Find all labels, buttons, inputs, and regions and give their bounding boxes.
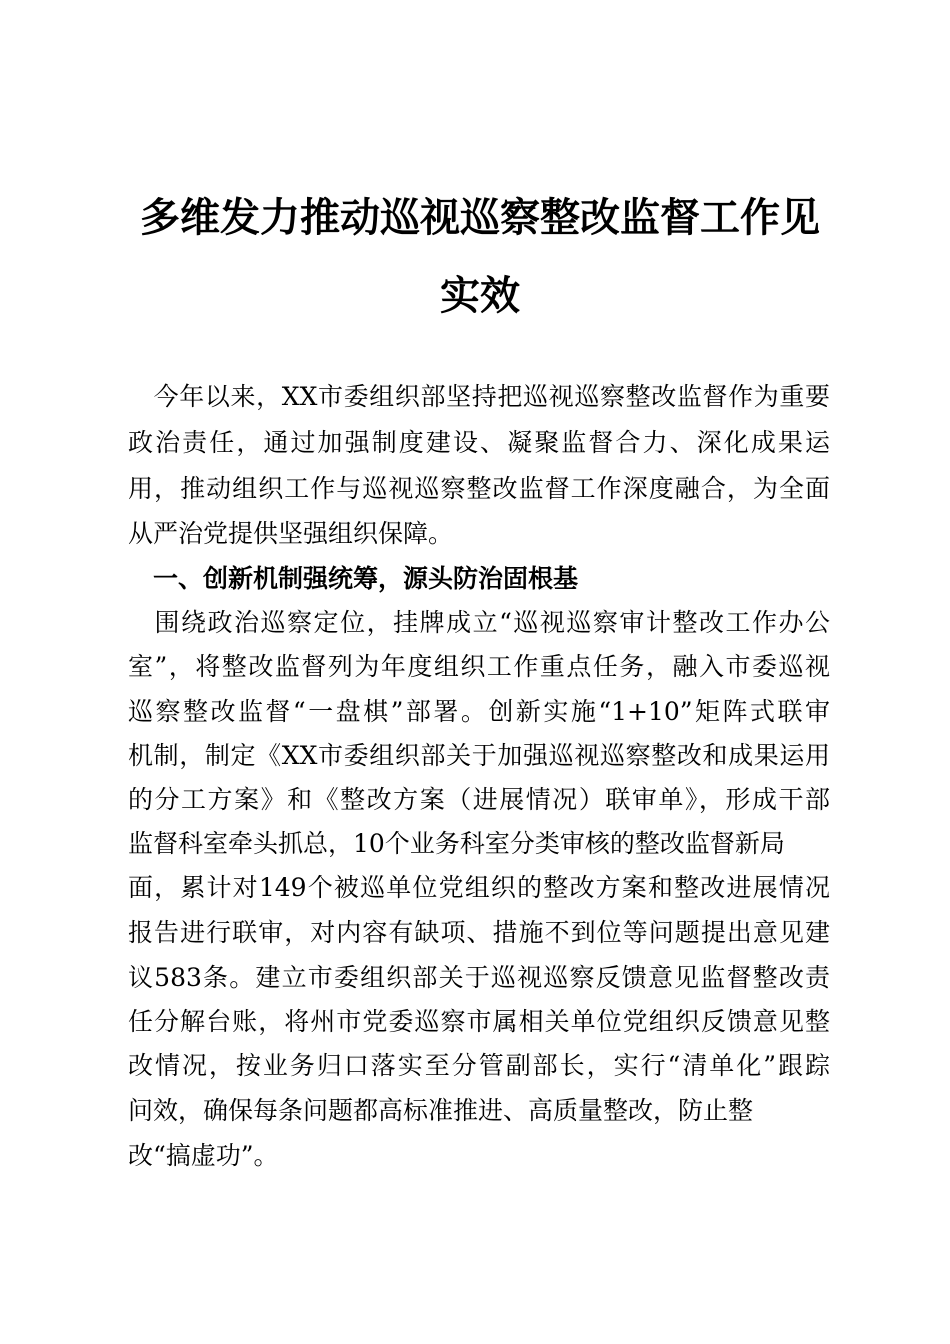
body-line: 议583条。建立市委组织部关于巡视巡察反馈意见监督整改责 xyxy=(128,963,830,992)
body-line: 机制，制定《XX市委组织部关于加强巡视巡察整改和成果运用 xyxy=(128,741,830,770)
body-line: 改情况，按业务归口落实至分管副部长，实行“清单化”跟踪 xyxy=(128,1051,830,1080)
intro-line: 今年以来，XX市委组织部坚持把巡视巡察整改监督作为重要 xyxy=(128,382,830,411)
body-line: 改“搞虚功”。 xyxy=(128,1141,279,1170)
body-line: 任分解台账，将州市党委巡察市属相关单位党组织反馈意见整 xyxy=(128,1007,830,1036)
body-line: 监督科室牵头抓总，10个业务科室分类审核的整改监督新局 xyxy=(128,829,785,858)
body-line: 室”，将整改监督列为年度组织工作重点任务，融入市委巡视 xyxy=(128,652,830,681)
intro-line: 从严治党提供坚强组织保障。 xyxy=(128,519,454,548)
intro-line: 政治责任，通过加强制度建设、凝聚监督合力、深化成果运 xyxy=(128,428,830,457)
body-line: 巡察整改监督“一盘棋”部署。创新实施“1+10”矩阵式联审 xyxy=(128,697,830,726)
body-line: 问效，确保每条问题都高标准推进、高质量整改，防止整 xyxy=(128,1096,754,1125)
body-line: 的分工方案》和《整改方案（进展情况）联审单》，形成干部 xyxy=(128,785,830,814)
document-title-line-2: 实效 xyxy=(440,273,520,319)
document-title-line-1: 多维发力推动巡视巡察整改监督工作见 xyxy=(140,195,820,241)
body-line: 围绕政治巡察定位，挂牌成立“巡视巡察审计整改工作办公 xyxy=(128,608,830,637)
section-heading: 一、创新机制强统筹，源头防治固根基 xyxy=(128,564,579,593)
intro-line: 用，推动组织工作与巡视巡察整改监督工作深度融合，为全面 xyxy=(128,474,830,503)
body-line: 报告进行联审，对内容有缺项、措施不到位等问题提出意见建 xyxy=(128,918,830,947)
body-line: 面，累计对149个被巡单位党组织的整改方案和整改进展情况 xyxy=(128,873,830,902)
